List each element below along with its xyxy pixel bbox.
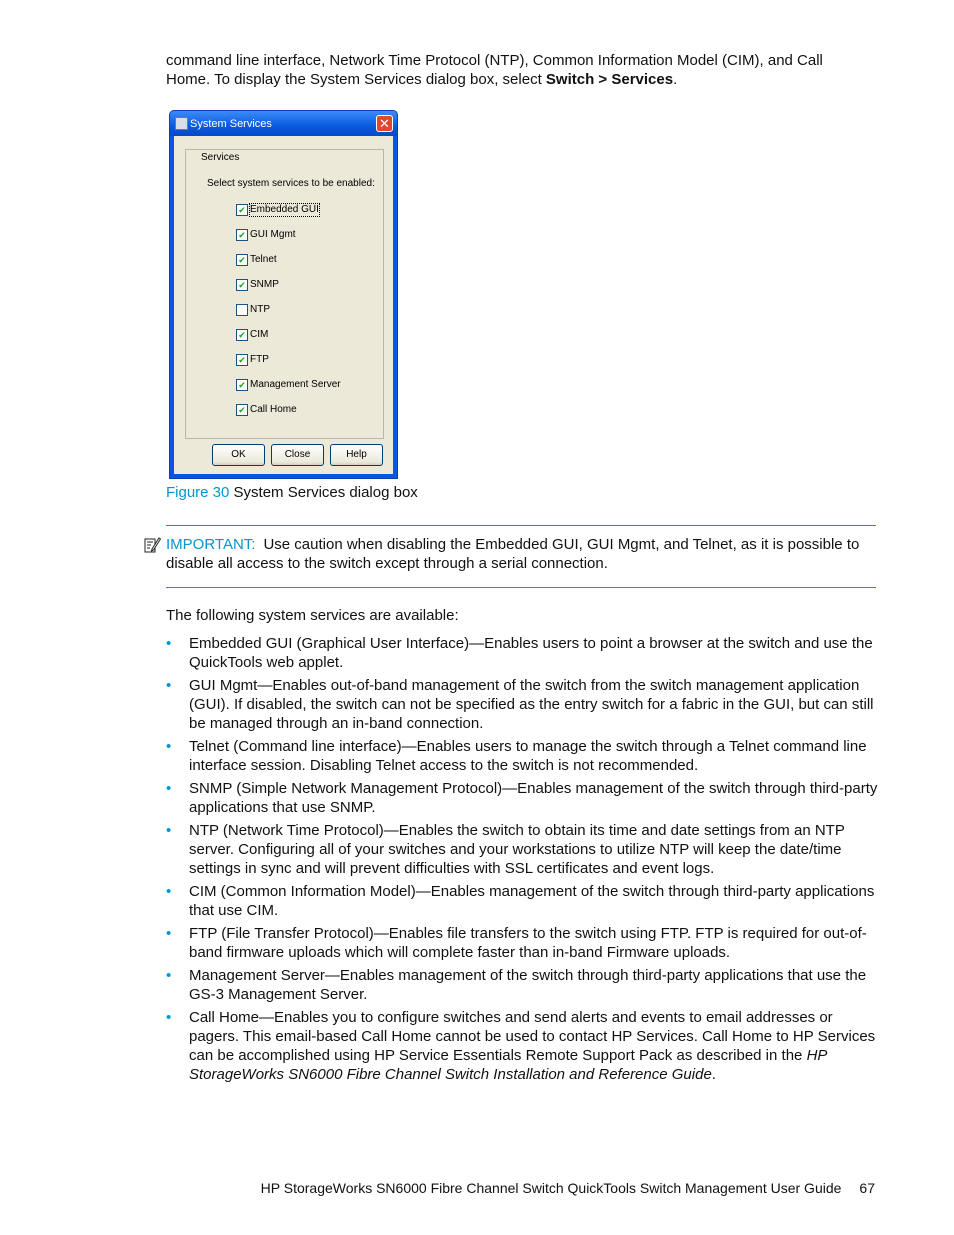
checkbox-box[interactable]: ✔ bbox=[236, 354, 248, 366]
important-label: IMPORTANT: bbox=[166, 536, 256, 553]
list-item bbox=[166, 634, 878, 672]
list-item-text: GUI Mgmt—Enables out-of-band management of the switch from the switch management application (GUI). If disabled, the switch can not be specified as the entry switch for a fabric in the GUI, but can still be managed through an in-band connection. bbox=[189, 677, 874, 732]
intro-paragraph bbox=[166, 51, 866, 89]
list-item-text: Call Home—Enables you to configure switches and send alerts and events to email addresses or pagers. This email-based Call Home cannot be used to contact HP Services. Call Home to HP Services can be accomplished using HP Service Essentials Remote Support Pack as described in the bbox=[189, 1009, 876, 1064]
checkbox-box[interactable]: ✔ bbox=[236, 254, 248, 266]
list-item bbox=[166, 966, 878, 1004]
list-item-end: . bbox=[711, 1066, 716, 1083]
checkbox-box[interactable]: ✔ bbox=[236, 404, 248, 416]
important-top-rule bbox=[166, 525, 876, 526]
bullet-icon: • bbox=[166, 883, 172, 900]
checkbox-label[interactable]: Embedded GUI bbox=[250, 204, 319, 215]
list-item-text: SNMP (Simple Network Management Protocol)—Enables management of the switch through third-party applications that use SNMP. bbox=[189, 780, 878, 816]
important-text: Use caution when disabling the Embedded GUI, GUI Mgmt, and Telnet, as it is possible to disable all access to the switch except through a serial connection. bbox=[166, 536, 860, 572]
bullet-icon: • bbox=[166, 925, 172, 942]
dialog-title: System Services bbox=[190, 118, 272, 130]
window-icon bbox=[175, 117, 188, 130]
dialog-titlebar[interactable] bbox=[170, 111, 397, 136]
menu-path: Switch > Services bbox=[545, 71, 674, 88]
important-icon bbox=[143, 536, 161, 554]
checkbox-box[interactable]: ✔ bbox=[236, 329, 248, 341]
list-item bbox=[166, 924, 878, 962]
list-item bbox=[166, 821, 878, 878]
list-item bbox=[166, 882, 878, 920]
system-services-dialog bbox=[169, 110, 398, 479]
checkbox-label[interactable]: Telnet bbox=[250, 254, 277, 265]
list-item bbox=[166, 676, 878, 733]
checkbox-label[interactable]: Management Server bbox=[250, 379, 341, 390]
list-item bbox=[166, 737, 878, 775]
checkbox-box[interactable]: ✔ bbox=[236, 229, 248, 241]
help-button[interactable]: Help bbox=[330, 444, 383, 466]
checkbox-box[interactable]: ✔ bbox=[236, 379, 248, 391]
services-group bbox=[185, 149, 384, 439]
bullet-icon: • bbox=[166, 967, 172, 984]
intro-text-b: . bbox=[673, 71, 678, 88]
bullet-icon: • bbox=[166, 822, 172, 839]
list-item bbox=[166, 779, 878, 817]
list-item-text: FTP (File Transfer Protocol)—Enables file transfers to the switch using FTP. FTP is required for out-of-band firmware uploads which will complete faster than in-band Firmware uploads. bbox=[189, 925, 867, 961]
intro-text-a: command line interface, Network Time Protocol (NTP), Common Information Model (CIM), and Call Home. To display the System Services dialog box, select bbox=[166, 52, 823, 88]
services-prompt: Select system services to be enabled: bbox=[207, 178, 375, 189]
footer-title: HP StorageWorks SN6000 Fibre Channel Switch QuickTools Switch Management User Guide bbox=[260, 1180, 842, 1196]
checkbox-box[interactable]: ✔ bbox=[236, 204, 248, 216]
list-item-text: Telnet (Command line interface)—Enables users to manage the switch through a Telnet command line interface session. Disabling Telnet access to the switch is not recommended. bbox=[189, 738, 867, 774]
checkbox-label[interactable]: NTP bbox=[250, 304, 270, 315]
checkbox-label[interactable]: CIM bbox=[250, 329, 269, 340]
bullet-icon: • bbox=[166, 635, 172, 652]
list-item bbox=[166, 1008, 878, 1084]
dialog-body bbox=[174, 136, 393, 474]
services-lead-text: The following system services are available: bbox=[166, 607, 459, 624]
bullet-icon: • bbox=[166, 677, 172, 694]
guide-title: HP StorageWorks SN6000 Fibre Channel Switch Installation and Reference Guide bbox=[189, 1047, 827, 1083]
important-bottom-rule bbox=[166, 587, 876, 588]
checkbox-label[interactable]: GUI Mgmt bbox=[250, 229, 296, 240]
ok-button[interactable]: OK bbox=[212, 444, 265, 466]
bullet-icon: • bbox=[166, 738, 172, 755]
checkbox-label[interactable]: Call Home bbox=[250, 404, 297, 415]
bullet-icon: • bbox=[166, 1009, 172, 1026]
checkbox-box[interactable]: ✔ bbox=[236, 279, 248, 291]
list-item-text: CIM (Common Information Model)—Enables management of the switch through third-party applications that use CIM. bbox=[189, 883, 875, 919]
list-item-text: NTP (Network Time Protocol)—Enables the switch to obtain its time and date settings from an NTP server. Configuring all of your switches and your workstations to utilize NTP will keep the date/time settings in sync and will prevent difficulties with SSL certificates and event logs. bbox=[189, 822, 845, 877]
figure-caption-text: System Services dialog box bbox=[233, 484, 418, 501]
checkbox-label[interactable]: FTP bbox=[250, 354, 269, 365]
bullet-icon: • bbox=[166, 780, 172, 797]
figure-number: Figure 30 bbox=[166, 484, 230, 501]
important-note bbox=[166, 535, 878, 573]
close-button[interactable]: Close bbox=[271, 444, 324, 466]
services-group-label: Services bbox=[201, 152, 240, 163]
list-item-text: Management Server—Enables management of the switch through third-party applications that use the GS-3 Management Server. bbox=[189, 967, 867, 1003]
list-item-text: Embedded GUI (Graphical User Interface)—Enables users to point a browser at the switch and use the QuickTools web applet. bbox=[189, 635, 873, 671]
checkbox-box[interactable] bbox=[236, 304, 248, 316]
services-list bbox=[166, 634, 878, 1088]
checkbox-label[interactable]: SNMP bbox=[250, 279, 279, 290]
close-window-button[interactable]: ✕ bbox=[376, 115, 393, 132]
figure-caption bbox=[166, 483, 418, 502]
page-footer bbox=[260, 1179, 875, 1198]
page-number: 67 bbox=[859, 1180, 875, 1196]
